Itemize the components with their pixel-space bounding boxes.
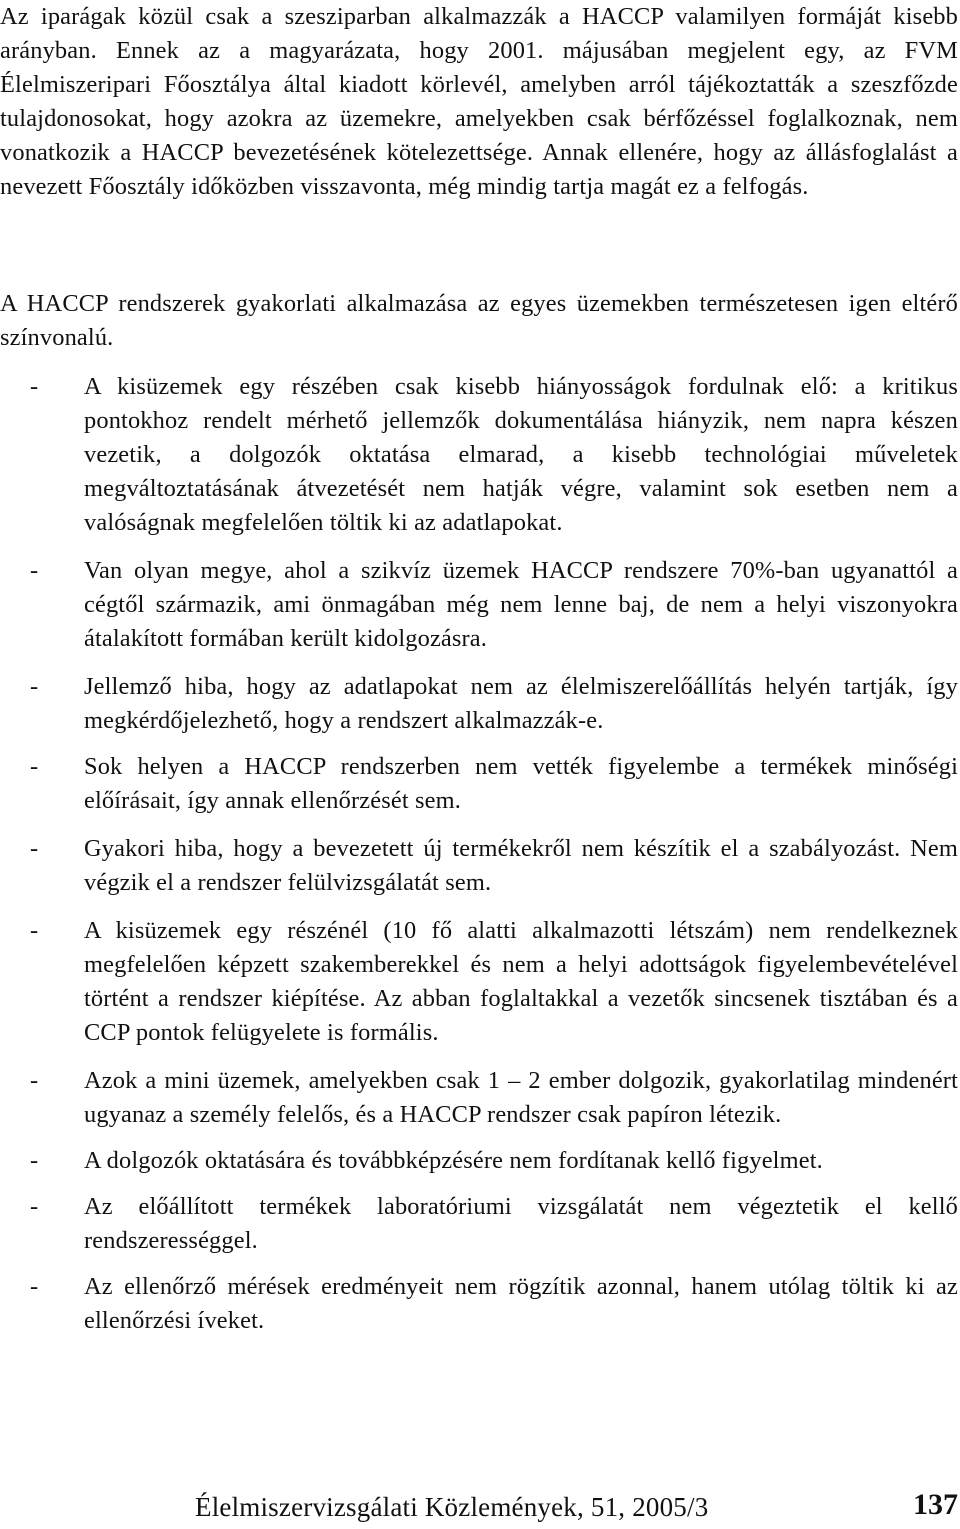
list-item: [0, 832, 958, 900]
body-paragraph: A HACCP rendszerek gyakorlati alkalmazása az egyes üzemekben természetesen igen eltérő színvonalú.: [0, 290, 958, 351]
list-item-text: Sok helyen a HACCP rendszerben nem vették figyelembe a termékek minőségi előírásait, így annak ellenőrzését sem.: [84, 753, 958, 814]
list-item: [0, 750, 958, 818]
bullet-dash: -: [30, 1273, 39, 1300]
list-item-text: Az előállított termékek laboratóriumi vizsgálatát nem végeztetik el kellő rendszerességgel.: [84, 1193, 958, 1254]
list-item: [0, 370, 958, 540]
list-item: [0, 1190, 958, 1258]
page-number: 137: [913, 1488, 958, 1521]
list-item: [0, 670, 958, 738]
list-item: [0, 914, 958, 1050]
bullet-dash: -: [30, 557, 39, 584]
body-paragraph: Az iparágak közül csak a szesziparban alkalmazzák a HACCP valamilyen formáját kisebb arányban. Ennek az a magyarázata, hogy 2001. májusában megjelent egy, az FVM Élelmiszeripari Főosztálya által kiadott körlevél, amelyben arról tájékoztatták a szeszfőzde tulajdonosokat, hogy azokra az üzemekre, amelyekben csak bérfőzéssel foglalkoznak, nem vonatkozik a HACCP bevezetésének kötelezettsége. Annak ellenére, hogy az állásfoglalást a nevezett Főosztály időközben visszavonta, még mindig tartja magát ez a felfogás.: [0, 3, 958, 200]
bullet-dash: -: [30, 1147, 39, 1174]
list-item-text: Azok a mini üzemek, amelyekben csak 1 – 2 ember dolgozik, gyakorlatilag mindenért ugyanaz a személy felelős, és a HACCP rendszer csak papíron létezik.: [84, 1067, 958, 1128]
bullet-dash: -: [30, 1067, 39, 1094]
list-item: [0, 1064, 958, 1132]
list-item: [0, 1144, 958, 1178]
list-item-text: A dolgozók oktatására és továbbképzésére nem fordítanak kellő figyelmet.: [84, 1147, 823, 1174]
list-item: [0, 554, 958, 656]
list-item-text: A kisüzemek egy részében csak kisebb hiányosságok fordulnak elő: a kritikus pontokhoz rendelt mérhető jellemzők dokumentálása hiányzik, nem napra készen vezetik, a dolgozók oktatása elmarad, a kisebb technológiai műveletek megváltoztatásának átvezetését nem hatják végre, valamint sok esetben nem a valóságnak megfelelően töltik ki az adatlapokat.: [84, 373, 958, 536]
list-item-text: Jellemző hiba, hogy az adatlapokat nem az élelmiszerelőállítás helyén tartják, így megkérdőjelezhető, hogy a rendszert alkalmazzák-e.: [84, 673, 958, 734]
list-item-text: Az ellenőrző mérések eredményeit nem rögzítik azonnal, hanem utólag töltik ki az ellenőrzési íveket.: [84, 1273, 958, 1334]
journal-citation: Élelmiszervizsgálati Közlemények, 51, 2005/3: [195, 1492, 709, 1522]
bullet-dash: -: [30, 1193, 39, 1220]
list-item-text: Gyakori hiba, hogy a bevezetett új termékekről nem készítik el a szabályozást. Nem végzik el a rendszer felülvizsgálatát sem.: [84, 835, 958, 896]
bullet-list: [0, 370, 958, 1338]
bullet-dash: -: [30, 835, 39, 862]
list-item-text: Van olyan megye, ahol a szikvíz üzemek HACCP rendszere 70%-ban ugyanattól a cégtől származik, ami önmagában még nem lenne baj, de nem a helyi viszonyokra átalakított formában került kidolgozásra.: [84, 557, 958, 652]
list-item: [0, 1270, 958, 1338]
bullet-dash: -: [30, 373, 39, 400]
list-item-text: A kisüzemek egy részénél (10 fő alatti alkalmazotti létszám) nem rendelkeznek megfelelően képzett szakemberekkel és nem a helyi adottságok figyelembevételével történt a rendszer kiépítése. Az abban foglaltakkal a vezetők sincsenek tisztában és a CCP pontok felügyelete is formális.: [84, 917, 958, 1046]
bullet-dash: -: [30, 917, 39, 944]
page-footer: [0, 1490, 960, 1529]
bullet-dash: -: [30, 673, 39, 700]
bullet-dash: -: [30, 753, 39, 780]
